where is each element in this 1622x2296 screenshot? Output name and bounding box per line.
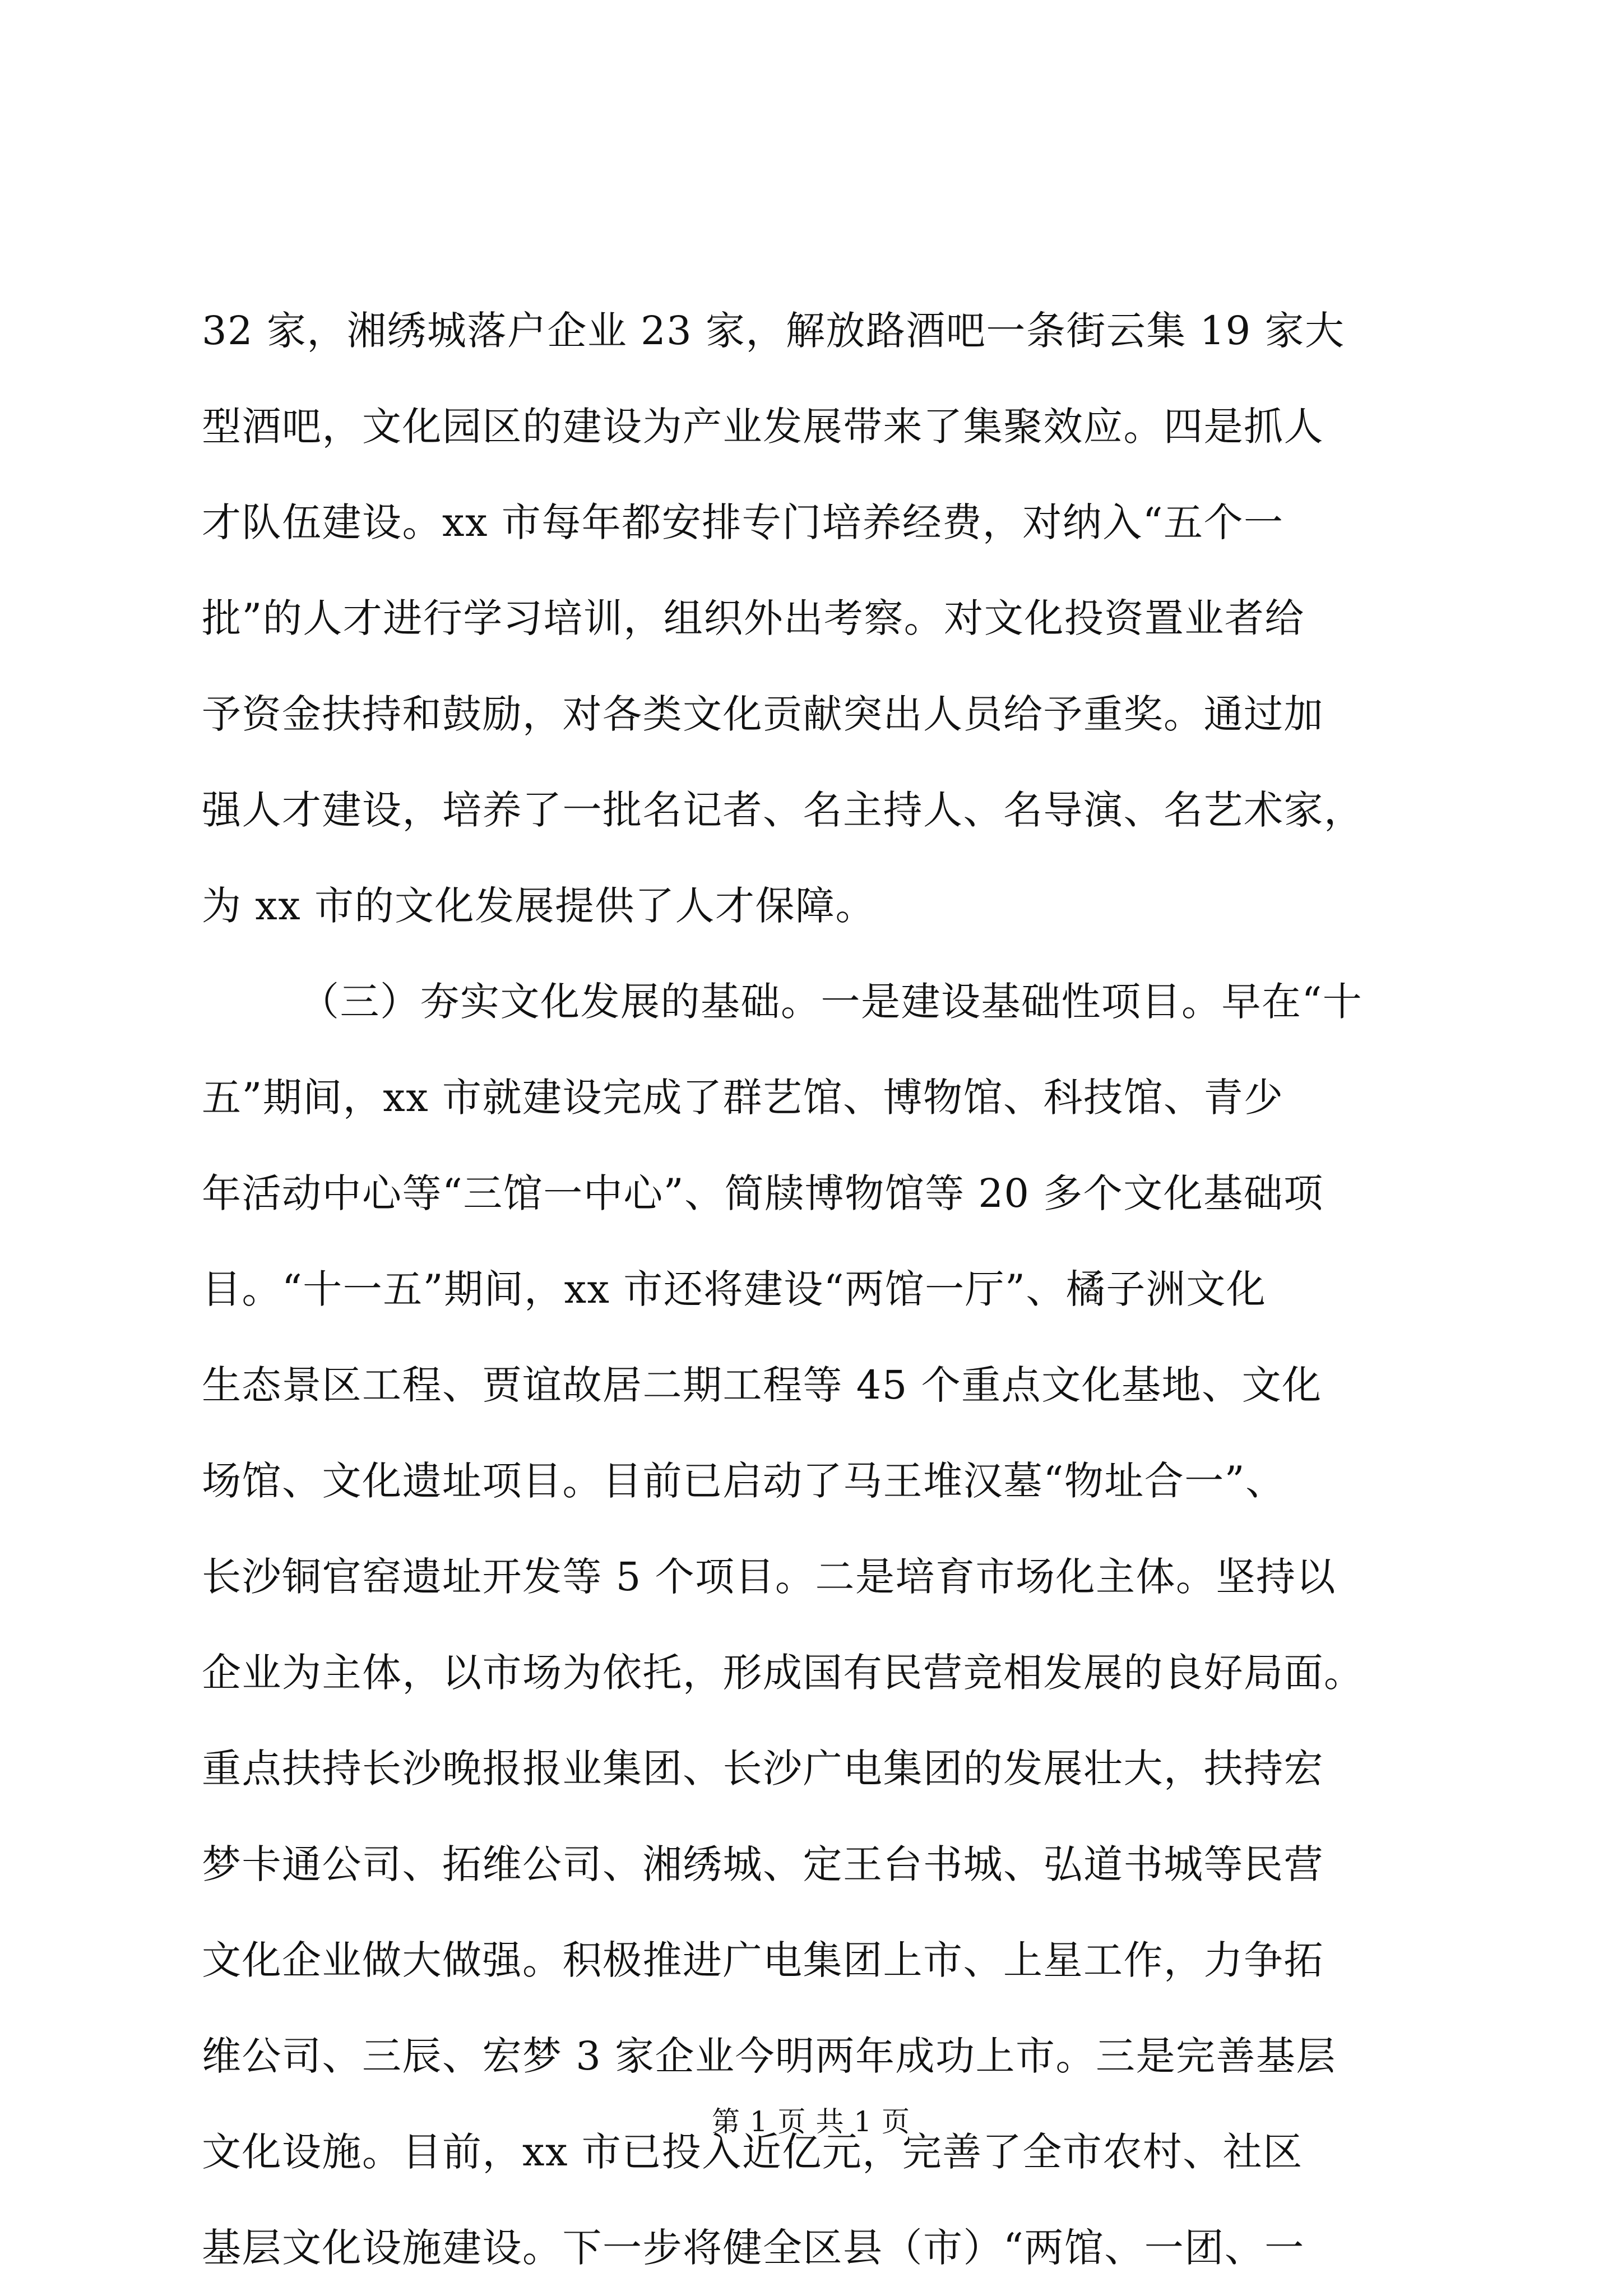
text-line: 长沙铜官窑遗址开发等 5 个项目。二是培育市场化主体。坚持以 [202,1554,1337,1600]
text-line: 重点扶持长沙晚报报业集团、长沙广电集团的发展壮大，扶持宏 [202,1746,1324,1792]
body-text [202,283,1421,2296]
text-line: 文化设施。目前，xx 市已投入近亿元，完善了全市农村、社区 [202,2129,1303,2175]
text-line: 梦卡通公司、拓维公司、湘绣城、定王台书城、弘道书城等民营 [202,1841,1324,1887]
text-line: 维公司、三辰、宏梦 3 家企业今明两年成功上市。三是完善基层 [202,2033,1337,2079]
text-line: 年活动中心等“三馆一中心”、简牍博物馆等 20 多个文化基础项 [202,1170,1324,1216]
text-line: 目。“十一五”期间，xx 市还将建设“两馆一厅”、橘子洲文化 [202,1266,1267,1312]
text-line: 场馆、文化遗址项目。目前已启动了马王堆汉墓“物址合一”、 [202,1458,1286,1504]
text-line: 才队伍建设。xx 市每年都安排专门培养经费，对纳入“五个一 [202,499,1284,545]
text-line: 型酒吧，文化园区的建设为产业发展带来了集聚效应。四是抓人 [202,404,1324,450]
text-line: 生态景区工程、贾谊故居二期工程等 45 个重点文化基地、文化 [202,1362,1322,1408]
text-line: 予资金扶持和鼓励，对各类文化贡献突出人员给予重奖。通过加 [202,691,1324,737]
text-line: 基层文化设施建设。下一步将健全区县（市）“两馆、一团、一 [202,2225,1305,2271]
text-line: 32 家，湘绣城落户企业 23 家，解放路酒吧一条街云集 19 家大 [202,308,1345,354]
text-line: 五”期间，xx 市就建设完成了群艺馆、博物馆、科技馆、青少 [202,1075,1284,1121]
page-number-footer: 第 1 页 共 1 页 [711,2105,911,2138]
paragraph-start-line: （三）夯实文化发展的基础。一是建设基础性项目。早在“十 [300,979,1363,1025]
text-line: 企业为主体，以市场为依托，形成国有民营竞相发展的良好局面。 [202,1650,1364,1696]
text-line: 强人才建设，培养了一批名记者、名主持人、名导演、名艺术家， [202,787,1364,833]
text-line: 批”的人才进行学习培训，组织外出考察。对文化投资置业者给 [202,595,1305,641]
text-line: 为 xx 市的文化发展提供了人才保障。 [202,883,875,929]
text-line: 文化企业做大做强。积极推进广电集团上市、上星工作，力争拓 [202,1937,1324,1983]
